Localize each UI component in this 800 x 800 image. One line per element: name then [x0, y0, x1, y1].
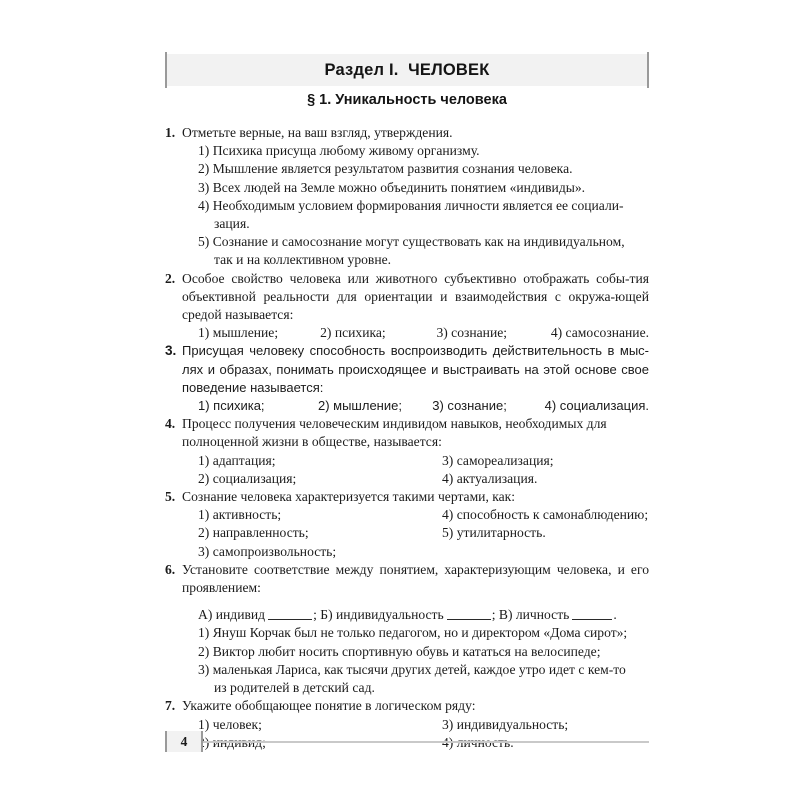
option-cell: 3) сознание;	[432, 398, 507, 414]
question-number: 4.	[165, 416, 176, 432]
match-blank-c[interactable]	[572, 619, 612, 620]
question-item	[165, 342, 649, 415]
question-text: Присущая человеку способность воспроизводить действительность в мыс-лях и образах, понимать происходящее и выстраивать на этой основе свое поведение называется:	[182, 343, 649, 395]
spacer	[182, 597, 649, 606]
match-blank-a[interactable]	[268, 619, 312, 620]
option-line: 3) маленькая Лариса, как тысячи других детей, каждое утро идет с кем-то	[198, 661, 626, 677]
question-item	[165, 270, 649, 343]
option-line: 1) адаптация;	[198, 452, 276, 468]
option-cell: 1) мышление;	[198, 325, 279, 341]
option-line: 3) самореализация;	[442, 452, 554, 468]
option-line: 2) социализация;	[198, 470, 297, 486]
option-cell: 4) социализация.	[544, 398, 649, 414]
option-column-right	[442, 506, 648, 561]
footer-rule	[203, 741, 649, 743]
match-end: .	[613, 607, 617, 623]
match-label-c: ; В) личность	[491, 607, 570, 623]
match-label-a: А) индивид	[198, 607, 266, 623]
question-text: Отметьте верные, на ваш взгляд, утверждения.	[182, 125, 453, 140]
option-line: 1) активность;	[198, 507, 282, 523]
question-options	[182, 452, 649, 488]
question-options	[182, 397, 649, 415]
question-options	[182, 324, 649, 342]
page-number-box	[165, 731, 203, 752]
match-line	[198, 606, 649, 624]
section-banner	[165, 54, 649, 86]
question-text: Процесс получения человеческим индивидом навыков, необходимых для полноценной жизни в обществе, называется:	[182, 416, 607, 450]
question-number: 7.	[165, 698, 176, 714]
option-cell: 2) мышление;	[317, 398, 402, 414]
option-column-left	[198, 506, 442, 561]
option-line-cont: так и на коллективном уровне.	[214, 252, 392, 268]
question-number: 2.	[165, 270, 176, 286]
option-cell: 3) сознание;	[436, 325, 508, 341]
section-banner-title: Раздел I. ЧЕЛОВЕК	[324, 60, 490, 79]
paragraph-heading: § 1. Уникальность человека	[307, 92, 507, 108]
option-line: 1) Психика присуща любому живому организму.	[198, 143, 480, 159]
option-line: 4) Необходимым условием формирования личности является ее социали-	[198, 197, 624, 213]
question-options	[182, 624, 649, 697]
question-options	[182, 506, 649, 561]
option-column-right	[442, 452, 554, 488]
option-line: 2) направленность;	[198, 525, 309, 541]
option-line: 3) индивидуальность;	[442, 716, 569, 732]
question-item	[165, 488, 649, 561]
option-cell: 1) психика;	[198, 398, 265, 414]
option-line: 5) Сознание и самосознание могут существовать как на индивидуальном,	[198, 234, 625, 250]
document-page	[165, 0, 649, 800]
question-text: Сознание человека характеризуется такими чертами, как:	[182, 489, 516, 505]
option-cell: 4) самосознание.	[550, 325, 649, 341]
option-line: 1) Януш Корчак был не только педагогом, но и директором «Дома сирот»;	[198, 625, 628, 641]
option-line: 4) способность к самонаблюдению;	[442, 507, 649, 523]
question-item	[165, 561, 649, 697]
page-footer	[165, 731, 649, 753]
question-item	[165, 124, 649, 270]
option-line-cont: из родителей в детский сад.	[214, 680, 375, 696]
option-line: 3) самопроизвольность;	[198, 543, 337, 559]
option-line-cont: зация.	[214, 216, 250, 232]
option-line: 1) человек;	[198, 716, 262, 732]
question-match-row	[182, 606, 649, 624]
option-column-left	[198, 452, 442, 488]
match-blank-b[interactable]	[447, 619, 491, 620]
question-options	[182, 142, 649, 269]
option-line: 2) Виктор любит носить спортивную обувь и кататься на велосипеде;	[198, 643, 601, 659]
option-line: 3) Всех людей на Земле можно объединить понятием «индивиды».	[198, 179, 586, 195]
option-line: 4) актуализация.	[442, 470, 538, 486]
question-number: 5.	[165, 489, 176, 505]
question-item	[165, 415, 649, 488]
question-number: 6.	[165, 561, 176, 577]
option-line: 2) Мышление является результатом развития сознания человека.	[198, 161, 573, 177]
question-number: 1.	[165, 125, 176, 140]
match-label-b: ; Б) индивидуальность	[313, 607, 444, 623]
question-text: Особое свойство человека или животного субъективно отображать собы-тия объективной реальности для ориентации и взаимодействия с окружа-ющей средой называется:	[182, 270, 649, 323]
questions-list	[165, 124, 649, 752]
page-number: 4	[180, 733, 188, 749]
option-line: 5) утилитарность.	[442, 525, 546, 541]
question-text: Установите соответствие между понятием, характеризующим человека, и его проявлением:	[182, 561, 649, 596]
question-number: 3.	[165, 343, 177, 359]
option-cell: 2) психика;	[320, 325, 386, 341]
question-text: Укажите обобщающее понятие в логическом ряду:	[182, 698, 476, 714]
